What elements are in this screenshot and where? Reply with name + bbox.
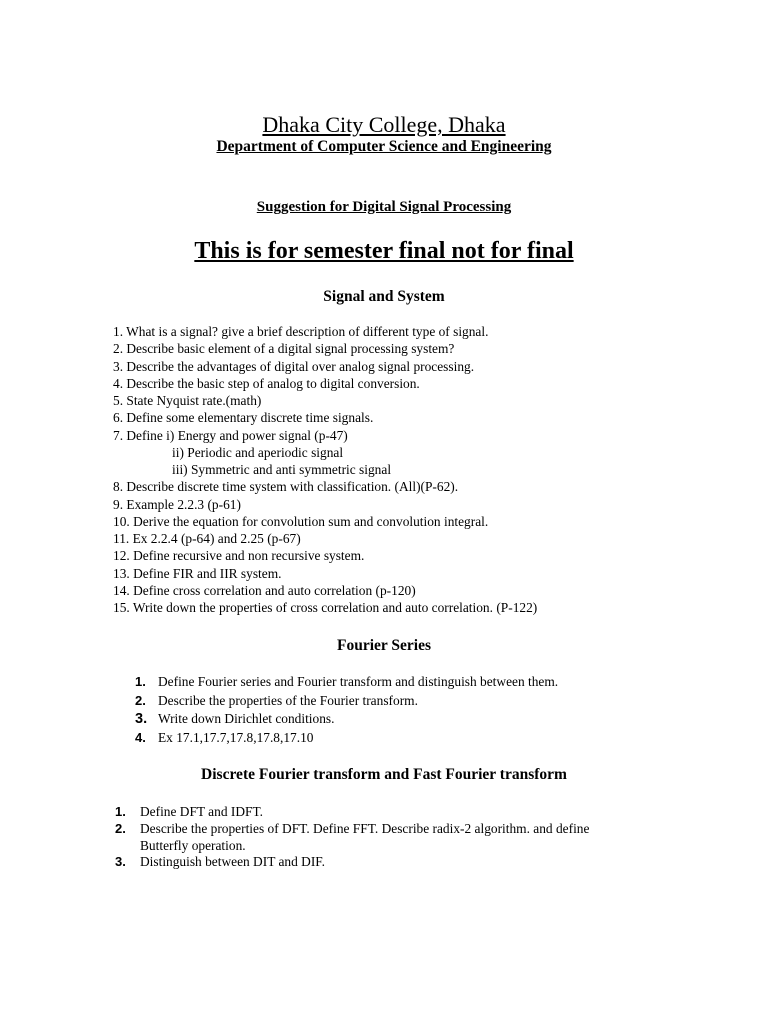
list-item bbox=[115, 854, 589, 871]
list-subitem: iii) Symmetric and anti symmetric signal bbox=[172, 462, 392, 477]
list-item bbox=[115, 804, 589, 821]
item-text: Write down Dirichlet conditions. bbox=[158, 711, 335, 727]
item-number: 3. bbox=[115, 854, 126, 870]
section-heading-signal-and-system: Signal and System bbox=[323, 288, 445, 305]
list-item: 11. Ex 2.2.4 (p-64) and 2.25 (p-67) bbox=[113, 531, 301, 546]
semester-note: This is for semester final not for final bbox=[194, 238, 574, 264]
item-number: 2. bbox=[115, 820, 126, 836]
item-text: Describe the properties of DFT. Define FFT. Describe radix-2 algorithm. and define bbox=[140, 820, 590, 836]
list-item: 15. Write down the properties of cross correlation and auto correlation. (P-122) bbox=[113, 600, 538, 615]
item-text: Ex 17.1,17.7,17.8,17.8,17.10 bbox=[158, 730, 314, 746]
college-title: Dhaka City College, Dhaka bbox=[262, 112, 506, 137]
list-item: 12. Define recursive and non recursive system. bbox=[113, 548, 365, 564]
item-number: 1. bbox=[115, 804, 126, 819]
item-number: 2. bbox=[135, 692, 146, 708]
list-item: 14. Define cross correlation and auto correlation (p-120) bbox=[113, 582, 416, 598]
list-item bbox=[135, 692, 558, 711]
list-item: 7. Define i) Energy and power signal (p-47) bbox=[113, 427, 348, 443]
item-text: Describe the properties of the Fourier transform. bbox=[158, 692, 418, 708]
item-text: Distinguish between DIT and DIF. bbox=[140, 854, 326, 870]
list-item: 8. Describe discrete time system with classification. (All)(P-62). bbox=[113, 479, 459, 495]
list-item: 3. Describe the advantages of digital over analog signal processing. bbox=[113, 358, 475, 374]
list-item: 9. Example 2.2.3 (p-61) bbox=[113, 496, 241, 512]
department-title: Department of Computer Science and Engineering bbox=[216, 138, 552, 155]
list-item bbox=[135, 710, 558, 729]
section-heading-dft-fft: Discrete Fourier transform and Fast Fourier transform bbox=[201, 766, 567, 783]
list-item: 13. Define FIR and IIR system. bbox=[113, 565, 282, 581]
list-item: 10. Derive the equation for convolution sum and convolution integral. bbox=[113, 513, 489, 529]
item-number: 4. bbox=[135, 730, 146, 746]
fourier-series-list bbox=[135, 673, 558, 748]
list-item bbox=[135, 729, 558, 748]
list-item bbox=[115, 821, 589, 855]
suggestion-title: Suggestion for Digital Signal Processing bbox=[256, 199, 512, 215]
list-subitem: ii) Periodic and aperiodic signal bbox=[172, 444, 344, 460]
list-item: 6. Define some elementary discrete time signals. bbox=[113, 410, 374, 426]
item-text-continued: Butterfly operation. bbox=[140, 837, 246, 853]
list-item: 5. State Nyquist rate.(math) bbox=[113, 393, 262, 408]
list-item bbox=[135, 673, 558, 692]
list-item: 2. Describe basic element of a digital signal processing system? bbox=[113, 341, 455, 357]
item-number: 1. bbox=[135, 674, 146, 689]
section-heading-fourier-series: Fourier Series bbox=[337, 637, 431, 654]
signal-and-system-list bbox=[113, 323, 537, 616]
dft-fft-list bbox=[115, 804, 589, 871]
item-text: Define DFT and IDFT. bbox=[140, 804, 263, 819]
list-item: 1. What is a signal? give a brief description of different type of signal. bbox=[113, 324, 489, 339]
item-text: Define Fourier series and Fourier transform and distinguish between them. bbox=[158, 674, 559, 689]
list-item: 4. Describe the basic step of analog to digital conversion. bbox=[113, 375, 420, 391]
item-number: 3. bbox=[135, 711, 148, 728]
